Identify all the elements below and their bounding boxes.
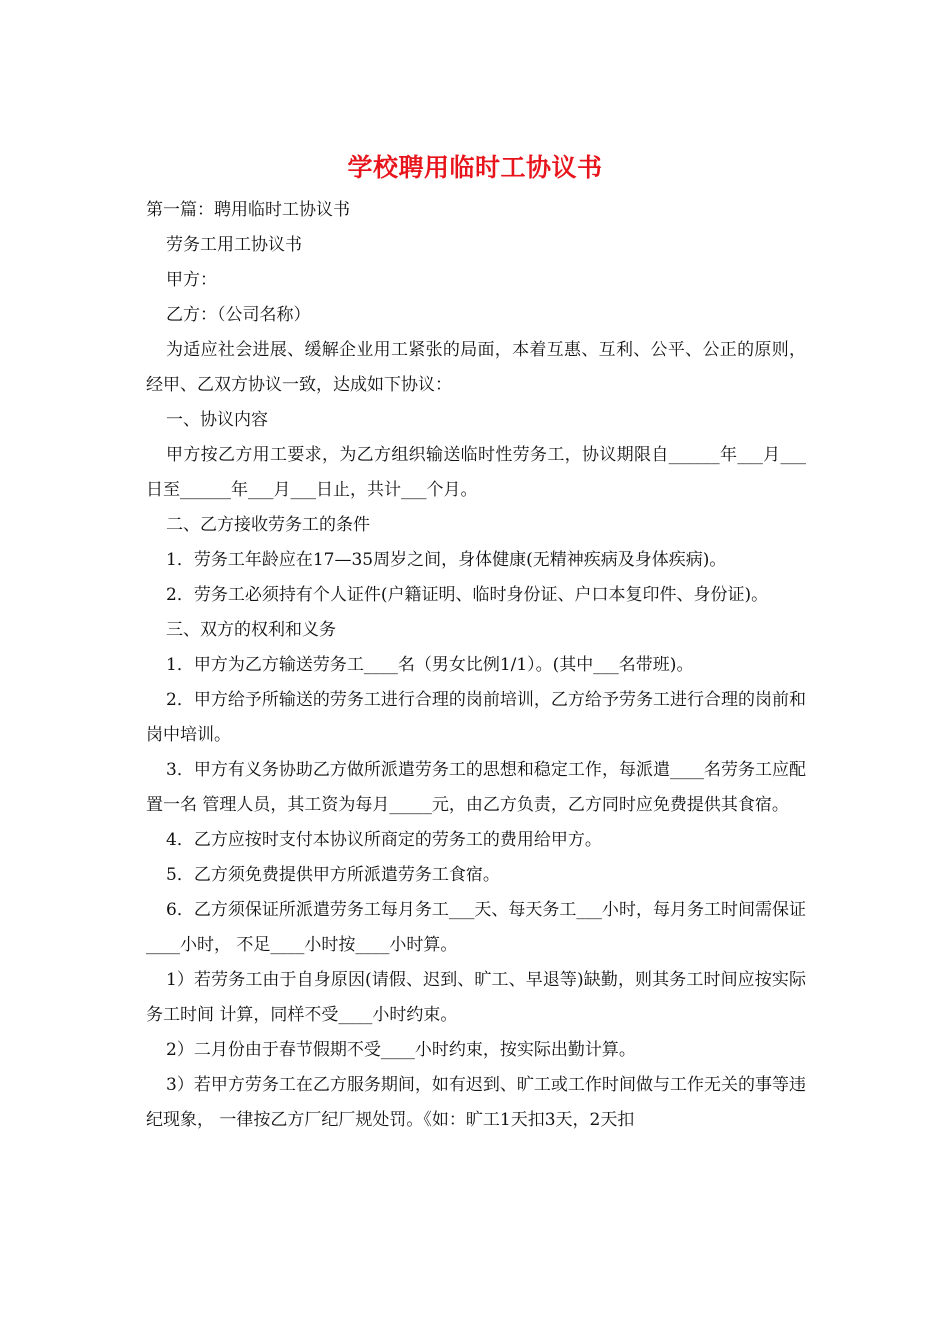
clause-paragraph: 6．乙方须保证所派遣劳务工每月务工___天、每天务工___小时，每月务工时间需保证____小时， 不足____小时按____小时算。 — [146, 900, 806, 955]
clause-paragraph: 5．乙方须免费提供甲方所派遣劳务工食宿。 — [166, 865, 500, 885]
clause-paragraph: 2．甲方给予所输送的劳务工进行合理的岗前培训，乙方给予劳务工进行合理的岗前和岗中培训。 — [146, 690, 806, 745]
document-body — [146, 193, 806, 1138]
clause-paragraph: 1．劳务工年龄应在17—35周岁之间，身体健康(无精神疾病及身体疾病)。 — [166, 550, 727, 570]
clause-heading: 二、乙方接收劳务工的条件 — [166, 515, 370, 535]
sub-clause-paragraph: 2）二月份由于春节假期不受____小时约束，按实际出勤计算。 — [166, 1040, 636, 1060]
clause-paragraph: 4．乙方应按时支付本协议所商定的劳务工的费用给甲方。 — [166, 830, 602, 850]
clause-heading: 一、协议内容 — [166, 410, 268, 430]
clause-paragraph: 2．劳务工必须持有个人证件(户籍证明、临时身份证、户口本复印件、身份证)。 — [166, 585, 769, 605]
clause-paragraph: 3．甲方有义务协助乙方做所派遣劳务工的思想和稳定工作，每派遣____名劳务工应配置一名 管理人员，其工资为每月_____元，由乙方负责，乙方同时应免费提供其食宿。 — [146, 760, 806, 815]
clause-heading: 三、双方的权利和义务 — [166, 620, 336, 640]
clause-paragraph: 1．甲方为乙方输送劳务工____名（男女比例1/1）。(其中___名带班)。 — [166, 655, 694, 675]
clause-paragraph: 甲方按乙方用工要求，为乙方组织输送临时性劳务工，协议期限自______年___月___日至______年___月___日止，共计___个月。 — [146, 445, 806, 500]
sub-clause-paragraph: 1）若劳务工由于自身原因(请假、迟到、旷工、早退等)缺勤，则其务工时间应按实际务工时间 计算，同样不受____小时约束。 — [146, 970, 806, 1025]
subheading: 劳务工用工协议书 — [166, 235, 302, 255]
sub-clause-paragraph: 3）若甲方劳务工在乙方服务期间，如有迟到、旷工或工作时间做与工作无关的事等违纪现象， 一律按乙方厂纪厂规处罚。《如：旷工1天扣3天，2天扣 — [146, 1075, 806, 1130]
section-heading: 第一篇：聘用临时工协议书 — [146, 200, 350, 220]
document-title: 学校聘用临时工协议书 — [347, 153, 603, 182]
party-a-line: 甲方： — [166, 270, 217, 290]
preamble-paragraph: 为适应社会进展、缓解企业用工紧张的局面，本着互惠、互利、公平、公正的原则，经甲、乙双方协议一致，达成如下协议： — [146, 340, 806, 395]
party-b-line: 乙方：（公司名称） — [166, 305, 311, 325]
